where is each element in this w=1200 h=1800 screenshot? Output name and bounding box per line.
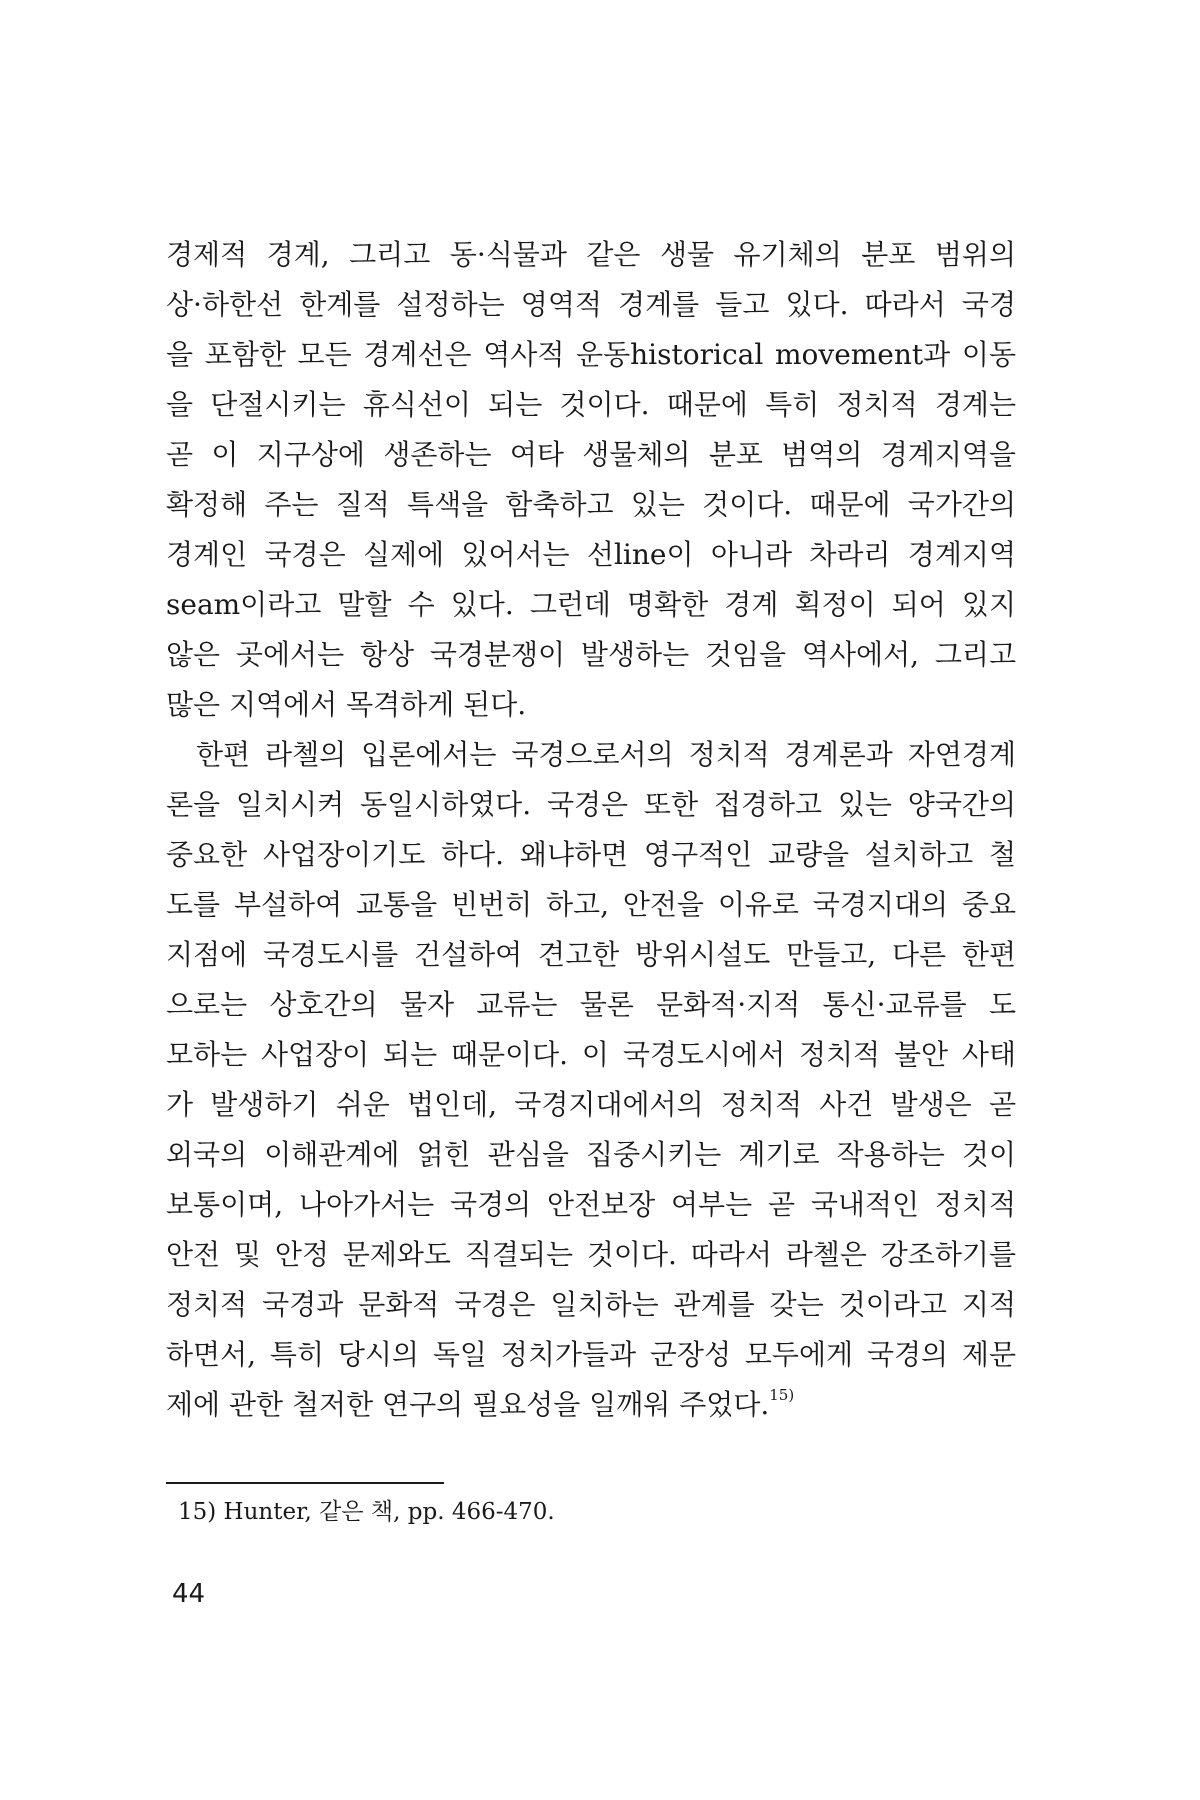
- text-line: 많은 지역에서 목격하게 된다.: [166, 688, 527, 721]
- body-text: [166, 230, 1016, 1430]
- text-line: 하면서, 특히 당시의 독일 정치가들과 군장성 모두에게 국경의 제문: [166, 1338, 1016, 1371]
- text-line: 가 발생하기 쉬운 법인데, 국경지대에서의 정치적 사건 발생은 곧: [166, 1088, 1016, 1121]
- page-number: 44: [172, 1579, 206, 1609]
- footnote-divider: [166, 1482, 444, 1484]
- text-line: 론을 일치시켜 동일시하였다. 국경은 또한 접경하고 있는 양국간의: [166, 788, 1016, 821]
- text-line: 정치적 국경과 문화적 국경은 일치하는 관계를 갖는 것이라고 지적: [166, 1288, 1016, 1321]
- text-line: 한편 라첼의 입론에서는 국경으로서의 정치적 경계론과 자연경계: [196, 738, 1016, 771]
- footnote-reference[interactable]: 15): [769, 1386, 795, 1404]
- text-line: 외국의 이해관계에 얽힌 관심을 집중시키는 계기로 작용하는 것이: [166, 1138, 1016, 1171]
- text-line: 상·하한선 한계를 설정하는 영역적 경계를 들고 있다. 따라서 국경: [166, 288, 1016, 321]
- text-line: 확정해 주는 질적 특색을 함축하고 있는 것이다. 때문에 국가간의: [166, 488, 1016, 521]
- text-line: seam이라고 말할 수 있다. 그런데 명확한 경계 획정이 되어 있지: [166, 588, 1016, 621]
- text-line: 으로는 상호간의 물자 교류는 물론 문화적·지적 통신·교류를 도: [166, 988, 1016, 1021]
- text-line: 보통이며, 나아가서는 국경의 안전보장 여부는 곧 국내적인 정치적: [166, 1188, 1016, 1221]
- text-line: 경계인 국경은 실제에 있어서는 선line이 아니라 차라리 경계지역: [166, 538, 1016, 571]
- text-line: 곧 이 지구상에 생존하는 여타 생물체의 분포 범역의 경계지역을: [166, 438, 1016, 471]
- text-line: 을 포함한 모든 경계선은 역사적 운동historical movement과 이동: [166, 338, 1016, 371]
- text-line-content: 제에 관한 철저한 연구의 필요성을 일깨워 주었다.: [166, 1388, 770, 1421]
- text-line: 경제적 경계, 그리고 동·식물과 같은 생물 유기체의 분포 범위의: [166, 238, 1016, 271]
- text-line-with-footnote: [166, 1380, 1016, 1430]
- text-line: 모하는 사업장이 되는 때문이다. 이 국경도시에서 정치적 불안 사태: [166, 1038, 1016, 1071]
- footnote: 15) Hunter, 같은 책, pp. 466-470.: [178, 1499, 555, 1525]
- text-line: 않은 곳에서는 항상 국경분쟁이 발생하는 것임을 역사에서, 그리고: [166, 638, 1016, 671]
- text-line: 중요한 사업장이기도 하다. 왜냐하면 영구적인 교량을 설치하고 철: [166, 838, 1016, 871]
- text-line: 을 단절시키는 휴식선이 되는 것이다. 때문에 특히 정치적 경계는: [166, 388, 1016, 421]
- text-line: 지점에 국경도시를 건설하여 견고한 방위시설도 만들고, 다른 한편: [166, 938, 1016, 971]
- text-line: 도를 부설하여 교통을 빈번히 하고, 안전을 이유로 국경지대의 중요: [166, 888, 1016, 921]
- text-line: 안전 및 안정 문제와도 직결되는 것이다. 따라서 라첼은 강조하기를: [166, 1238, 1016, 1271]
